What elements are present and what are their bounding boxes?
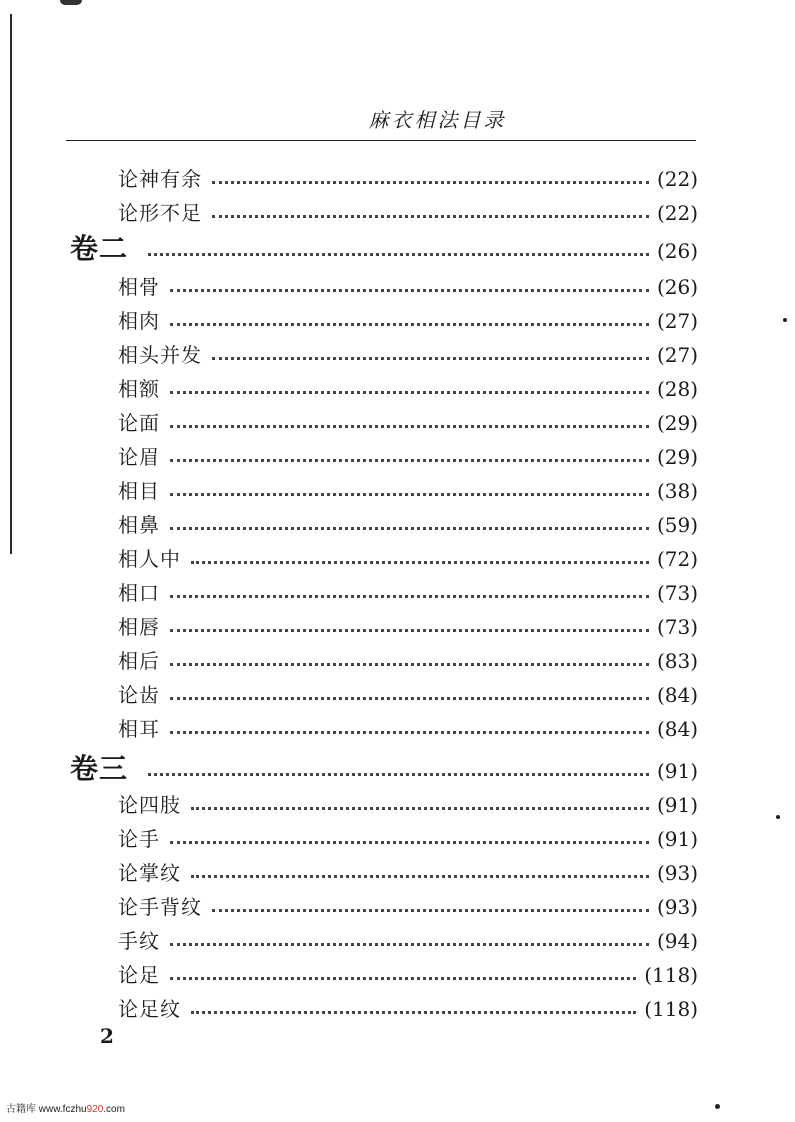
- page-header-title: 麻衣相法目录: [368, 108, 507, 132]
- page-number: 2: [100, 1024, 114, 1048]
- toc-entry-row: [118, 304, 698, 338]
- toc-page-number: (26): [656, 275, 698, 299]
- toc-label: 相耳: [118, 717, 160, 741]
- toc-dot-leader: [170, 425, 649, 428]
- toc-entry-row: [118, 712, 698, 746]
- toc-chapter-row: [70, 232, 698, 266]
- toc-dot-leader: [212, 181, 649, 184]
- toc-entry-row: [118, 788, 698, 822]
- toc-label: 相头并发: [118, 343, 202, 367]
- toc-label: 相鼻: [118, 513, 160, 537]
- toc-entry-row: [118, 610, 698, 644]
- toc-dot-leader: [191, 875, 649, 878]
- toc-dot-leader: [170, 493, 649, 496]
- toc-page-number: (28): [656, 377, 698, 401]
- toc-dot-leader: [212, 909, 649, 912]
- toc-page-number: (93): [656, 895, 698, 919]
- toc-entry-row: [118, 958, 698, 992]
- toc-entry-row: [118, 924, 698, 958]
- toc-page-number: (84): [656, 717, 698, 741]
- toc-entry-row: [118, 508, 698, 542]
- toc-page-number: (73): [656, 615, 698, 639]
- toc-page-number: (59): [656, 513, 698, 537]
- toc-entry-row: [118, 678, 698, 712]
- toc-page-number: (91): [656, 827, 698, 851]
- toc-dot-leader: [191, 561, 649, 564]
- toc-chapter-row: [70, 752, 698, 786]
- toc-page-number: (94): [656, 929, 698, 953]
- toc-dot-leader: [170, 629, 649, 632]
- toc-label: 论手背纹: [118, 895, 202, 919]
- toc-dot-leader: [170, 663, 649, 666]
- toc-page-number: (29): [656, 445, 698, 469]
- toc-entry-row: [118, 890, 698, 924]
- toc-page-number: (27): [656, 343, 698, 367]
- toc-label: 论足纹: [118, 997, 181, 1021]
- toc-label: 相肉: [118, 309, 160, 333]
- scan-speck: [776, 815, 780, 819]
- toc-dot-leader: [170, 841, 649, 844]
- toc-dot-leader: [170, 731, 649, 734]
- toc-entry-row: [118, 196, 698, 230]
- toc-entry-row: [118, 576, 698, 610]
- toc-entry-row: [118, 338, 698, 372]
- toc-dot-leader: [148, 773, 649, 776]
- toc-dot-leader: [170, 977, 636, 980]
- toc-label: 论掌纹: [118, 861, 181, 885]
- toc-label: 论眉: [118, 445, 160, 469]
- toc-label: 论齿: [118, 683, 160, 707]
- toc-entry-row: [118, 822, 698, 856]
- toc-label: 卷二: [70, 232, 129, 265]
- toc-page-number: (27): [656, 309, 698, 333]
- scan-speck: [783, 318, 787, 322]
- watermark: [6, 1100, 125, 1115]
- toc-entry-row: [118, 856, 698, 890]
- watermark-highlight: 920: [86, 1104, 104, 1115]
- toc-label: 论神有余: [118, 167, 202, 191]
- toc-label: 卷三: [70, 752, 129, 785]
- watermark-prefix: 古籍库 www.fczhu: [6, 1104, 87, 1115]
- toc-dot-leader: [170, 595, 649, 598]
- toc-entry-row: [118, 440, 698, 474]
- toc-page-number: (38): [656, 479, 698, 503]
- toc-entry-row: [118, 270, 698, 304]
- toc-dot-leader: [148, 253, 649, 256]
- toc-entry-row: [118, 474, 698, 508]
- toc-dot-leader: [191, 807, 649, 810]
- toc-page-number: (26): [656, 239, 698, 263]
- toc-page-number: (22): [656, 201, 698, 225]
- toc-page-number: (118): [644, 963, 698, 987]
- toc-entry-row: [118, 644, 698, 678]
- toc-dot-leader: [170, 943, 649, 946]
- toc-label: 论足: [118, 963, 160, 987]
- toc-entry-row: [118, 372, 698, 406]
- toc-label: 相后: [118, 649, 160, 673]
- toc-page-number: (91): [656, 759, 698, 783]
- toc-dot-leader: [170, 459, 649, 462]
- toc-page-number: (72): [656, 547, 698, 571]
- toc-page-number: (29): [656, 411, 698, 435]
- toc-dot-leader: [170, 323, 649, 326]
- toc-entry-row: [118, 406, 698, 440]
- toc-label: 手纹: [118, 929, 160, 953]
- toc-dot-leader: [170, 697, 649, 700]
- toc-label: 相目: [118, 479, 160, 503]
- toc-dot-leader: [170, 391, 649, 394]
- watermark-suffix: .com: [103, 1104, 125, 1115]
- toc-entry-row: [118, 542, 698, 576]
- toc-page-number: (93): [656, 861, 698, 885]
- toc-dot-leader: [212, 357, 649, 360]
- toc-label: 相口: [118, 581, 160, 605]
- toc-dot-leader: [191, 1011, 636, 1014]
- toc-page-number: (22): [656, 167, 698, 191]
- toc-dot-leader: [170, 289, 649, 292]
- toc-label: 相额: [118, 377, 160, 401]
- toc-label: 相唇: [118, 615, 160, 639]
- toc-label: 论四肢: [118, 793, 181, 817]
- toc-page-number: (118): [644, 997, 698, 1021]
- toc-label: 论面: [118, 411, 160, 435]
- toc-page-number: (91): [656, 793, 698, 817]
- toc-entry-row: [118, 162, 698, 196]
- toc-page-number: (73): [656, 581, 698, 605]
- toc-dot-leader: [170, 527, 649, 530]
- toc-page-number: (83): [656, 649, 698, 673]
- toc-label: 论形不足: [118, 201, 202, 225]
- toc-dot-leader: [212, 215, 649, 218]
- toc-label: 相人中: [118, 547, 181, 571]
- toc-page-number: (84): [656, 683, 698, 707]
- scan-speck: [715, 1104, 720, 1109]
- toc-label: 论手: [118, 827, 160, 851]
- toc-entry-row: [118, 992, 698, 1026]
- toc-label: 相骨: [118, 275, 160, 299]
